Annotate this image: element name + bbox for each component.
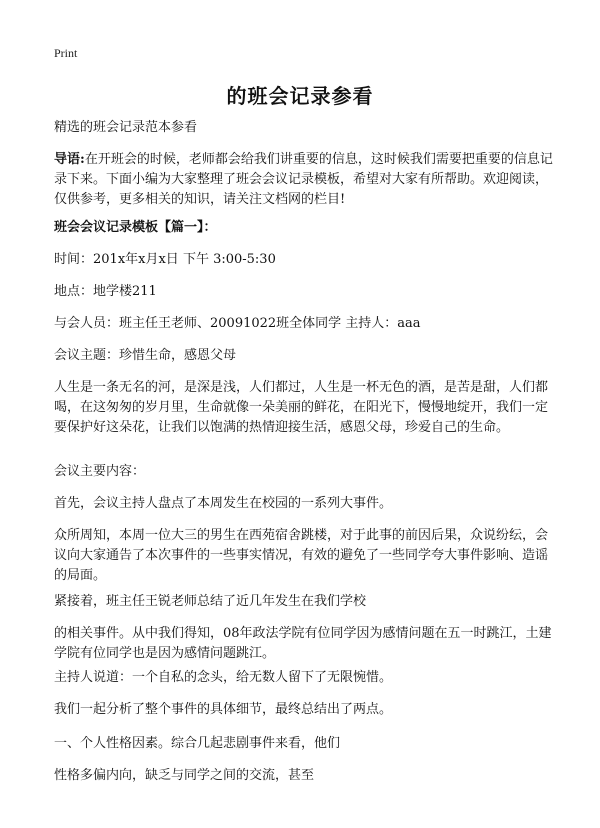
paragraph-point-one: 一、个人性格因素。综合几起悲剧事件来看，他们	[54, 736, 341, 751]
paragraph-next: 紧接着，班主任王锐老师总结了近几年发生在我们学校	[54, 594, 367, 609]
paragraph-events: 的相关事件。从中我们得知，08年政法学院有位同学因为感情问题在五一时跳江，土建学院有位同学也是因为感情问题跳江。	[54, 626, 552, 661]
paragraph-life: 人生是一条无名的河，是深是浅，人们都过，人生是一杯无色的酒，是苦是甜，人们都喝，在这匆匆的岁月里，生命就像一朵美丽的鲜花，在阳光下，慢慢地绽开，我们一定要保护好这朵花，让我们以饱满的热情迎接生活，感恩父母，珍爱自己的生命。	[54, 380, 549, 435]
intro-label: 导语:	[54, 152, 85, 167]
paragraph-personality: 性格多偏内向，缺乏与同学之间的交流，甚至	[54, 768, 315, 783]
paragraph-content-heading: 会议主要内容：	[54, 464, 146, 479]
paragraph-analysis: 我们一起分析了整个事件的具体细节，最终总结出了两点。	[54, 702, 393, 717]
paragraph-location: 地点：地学楼211	[54, 284, 157, 299]
paragraph-attendees: 与会人员：班主任王老师、20091022班全体同学 主持人：aaa	[54, 316, 421, 331]
paragraph-time: 时间：201x年x月x日 下午 3:00-5:30	[54, 252, 276, 267]
intro-paragraph	[54, 150, 554, 210]
print-link[interactable]: Print	[54, 46, 78, 60]
paragraph-first: 首先，会议主持人盘点了本周发生在校园的一系列大事件。	[54, 496, 393, 511]
paragraph-theme: 会议主题：珍惜生命，感恩父母	[54, 348, 237, 363]
paragraph-host: 主持人说道：一个自私的念头，给无数人留下了无限惋惜。	[54, 670, 393, 685]
subtitle: 精选的班会记录范本参看	[54, 120, 198, 135]
page-title: 的班会记录参看	[226, 84, 374, 108]
paragraph-known: 众所周知，本周一位大三的男生在西苑宿舍跳楼，对于此事的前因后果，众说纷纭，会议向大家通告了本次事件的一些事实情况，有效的避免了一些同学夸大事件影响、造谣的局面。	[54, 528, 549, 583]
intro-text: 在开班会的时候，老师都会给我们讲重要的信息，这时候我们需要把重要的信息记录下来。下面小编为大家整理了班会会议记录模板，希望对大家有所帮助。欢迎阅读，仅供参考，更多相关的知识，请关注文档网的栏目!	[54, 152, 553, 207]
section-heading: 班会会议记录模板【篇一】：	[54, 220, 217, 235]
